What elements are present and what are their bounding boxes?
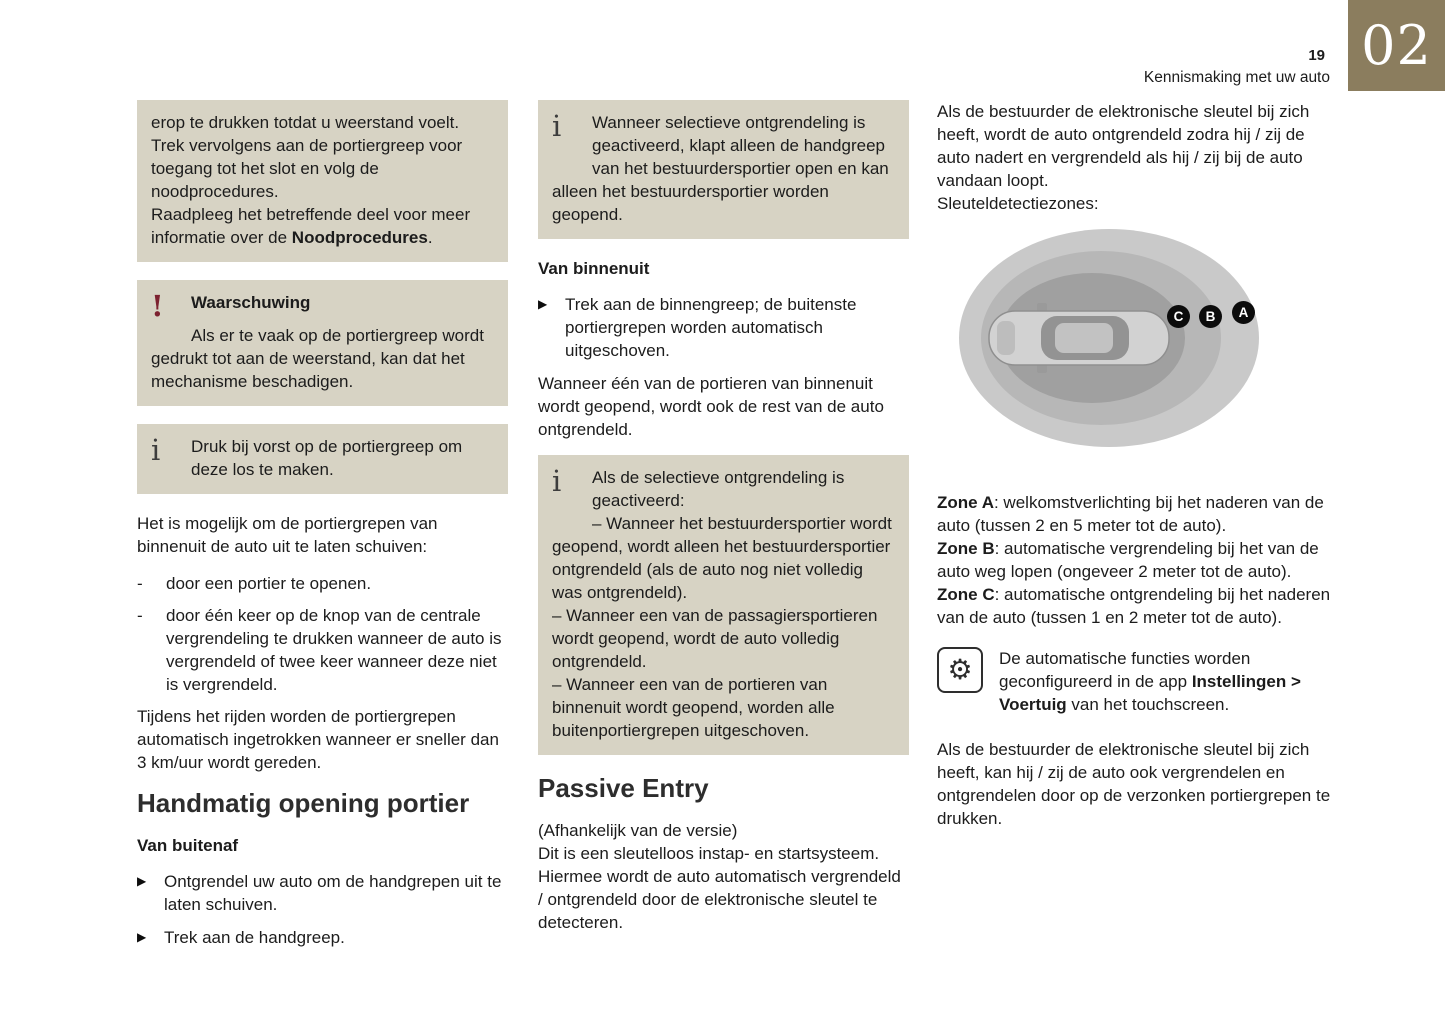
- instruction-text: Trek aan de handgreep.: [164, 928, 345, 947]
- car-mirror-left: [1037, 303, 1047, 311]
- list-item-text: door een portier te openen.: [166, 574, 372, 593]
- text-segment: Raadpleeg het betreffende deel voor meer informatie over de: [151, 205, 471, 247]
- detail-item: – Wanneer een van de portieren van binnenuit wordt geopend, worden alle buitenportiergrepen uitgeschoven.: [552, 675, 835, 740]
- paragraph-open-from-inside: Wanneer één van de portieren van binnenuit wordt geopend, wordt ook de rest van de auto ontgrendeld.: [538, 374, 884, 439]
- zone-descriptions: [937, 491, 1331, 629]
- zone-a-label: Zone A: [937, 493, 994, 512]
- detail-item: – Wanneer een van de passagiersportieren wordt geopend, wordt de auto volledig ontgrendeld.: [552, 606, 878, 671]
- continuation-box: [137, 100, 508, 262]
- text-segment: van het touchscreen.: [1066, 695, 1230, 714]
- instruction-item: [137, 870, 508, 916]
- info-icon: i: [552, 109, 562, 143]
- column-right: [937, 100, 1331, 830]
- warning-box: [137, 280, 508, 406]
- list-item: [137, 604, 508, 696]
- instruction-item: [538, 293, 909, 362]
- subheading-from-inside: Van binnenuit: [538, 259, 650, 278]
- frost-info-text: Druk bij vorst op de portiergreep om deze los te maken.: [191, 437, 463, 479]
- text-segment: .: [427, 228, 433, 247]
- zone-c-text: : automatische ontgrendeling bij het naderen van de auto (tussen 1 en 2 meter tot de auto).: [937, 585, 1331, 627]
- zone-c-description: [937, 583, 1331, 629]
- paragraph-extend-handles: Het is mogelijk om de portiergrepen van binnenuit de auto uit te laten schuiven:: [137, 514, 438, 556]
- zone-b-marker: B: [1199, 305, 1222, 328]
- instruction-text: Trek aan de binnengreep; de buitenste portiergrepen worden automatisch uitgeschoven.: [565, 295, 857, 360]
- bold-text-segment: Noodprocedures: [291, 228, 428, 247]
- detail-item: – Wanneer het bestuurdersportier wordt geopend, wordt alleen het bestuurdersportier ontgrendeld (als de auto nog niet volledig was ontgrendeld).: [552, 514, 892, 602]
- text-segment: De automatische functies worden geconfigureerd in de app: [999, 649, 1251, 691]
- zone-a-text: : welkomstverlichting bij het naderen van de auto (tussen 2 en 5 meter tot de auto).: [937, 493, 1324, 535]
- instruction-text: Ontgrendel uw auto om de handgrepen uit te laten schuiven.: [164, 872, 502, 914]
- paragraph-version-note: (Afhankelijk van de versie): [538, 821, 738, 840]
- heading-passive-entry: Passive Entry: [538, 773, 709, 803]
- continuation-text-1: erop te drukken totdat u weerstand voelt. Trek vervolgens aan de portiergreep voor toegang tot het slot en volg de noodprocedures.: [151, 113, 463, 201]
- subheading-from-outside: Van buitenaf: [137, 836, 239, 855]
- chapter-number: 02: [1361, 14, 1432, 77]
- zone-a-marker: A: [1232, 301, 1255, 324]
- dash-bullet-icon: -: [137, 574, 143, 593]
- zone-a-description: [937, 491, 1331, 537]
- column-left: [137, 100, 508, 959]
- car-hood: [997, 321, 1015, 355]
- key-detection-zones-diagram: [937, 225, 1331, 475]
- zone-c-marker: C: [1167, 305, 1190, 328]
- list-item-text: door één keer op de knop van de centrale vergrendeling te drukken wanneer de auto is vergrendeld of twee keer wanneer deze niet is vergrendeld.: [166, 606, 502, 694]
- warning-icon: !: [151, 289, 164, 323]
- dash-bullet-icon: -: [137, 606, 143, 625]
- settings-note-text: [999, 647, 1331, 716]
- paragraph-keyless-system: Dit is een sleutelloos instap- en startsysteem. Hiermee wordt de auto automatisch vergrendeld / ontgrendeld door de elektronische sleutel te detecteren.: [538, 844, 901, 932]
- gear-icon: ⚙: [947, 653, 973, 686]
- selective-unlock-info-box: [538, 100, 909, 239]
- instruction-item: [137, 926, 508, 949]
- chapter-tab: [1348, 0, 1445, 91]
- paragraph-key-detection: Als de bestuurder de elektronische sleutel bij zich heeft, wordt de auto ontgrendeld zodra hij / zij de auto nadert en vergrendeld als hij / zij bij de auto vandaan loopt.: [937, 102, 1310, 190]
- zone-b-text: : automatische vergrendeling bij het van de auto weg lopen (ongeveer 2 meter tot de auto).: [937, 539, 1319, 581]
- paragraph-recessed-handles: Als de bestuurder de elektronische sleutel bij zich heeft, kan hij / zij de auto ook vergrendelen en ontgrendelen door op de verzonken portiergrepen te drukken.: [937, 740, 1331, 828]
- zone-c-label: Zone C: [937, 585, 995, 604]
- detail-intro: Als de selectieve ontgrendeling is geactiveerd:: [592, 468, 845, 510]
- settings-note: [937, 647, 1331, 716]
- bold-text-segment: Instellingen > Voertuig: [999, 672, 1301, 714]
- frost-info-box: [137, 424, 508, 494]
- arrow-bullet-icon: ▶: [538, 297, 548, 311]
- paragraph-driving-retract: Tijdens het rijden worden de portiergrepen automatisch ingetrokken wanneer er sneller dan 3 km/uur wordt gereden.: [137, 707, 499, 772]
- selective-unlock-text: Wanneer selectieve ontgrendeling is geactiveerd, klapt alleen de handgreep van het bestuurdersportier open en kan alleen het bestuurdersportier worden geopend.: [552, 113, 889, 224]
- arrow-bullet-icon: ▶: [137, 930, 147, 944]
- selective-unlock-detail-box: [538, 455, 909, 755]
- info-icon: i: [552, 464, 562, 498]
- continuation-text-2: [151, 203, 494, 249]
- settings-app-icon-box: [937, 647, 983, 693]
- section-title: Kennismaking met uw auto: [1143, 69, 1330, 86]
- zone-b-description: [937, 537, 1331, 583]
- car-mirror-right: [1037, 365, 1047, 373]
- car-roof: [1055, 323, 1113, 353]
- warning-title: Waarschuwing: [191, 293, 311, 312]
- list-item: [137, 572, 508, 595]
- column-middle: [538, 100, 909, 934]
- arrow-bullet-icon: ▶: [137, 874, 147, 888]
- zone-b-label: Zone B: [937, 539, 995, 558]
- zones-label: Sleuteldetectiezones:: [937, 194, 1099, 213]
- warning-text: Als er te vaak op de portiergreep wordt gedrukt tot aan de weerstand, kan dat het mechanisme beschadigen.: [151, 326, 484, 391]
- page-number: 19: [1308, 47, 1325, 64]
- info-icon: i: [151, 433, 161, 467]
- car-top-view-illustration: [985, 297, 1175, 379]
- heading-manual-door-opening: Handmatig opening portier: [137, 788, 470, 818]
